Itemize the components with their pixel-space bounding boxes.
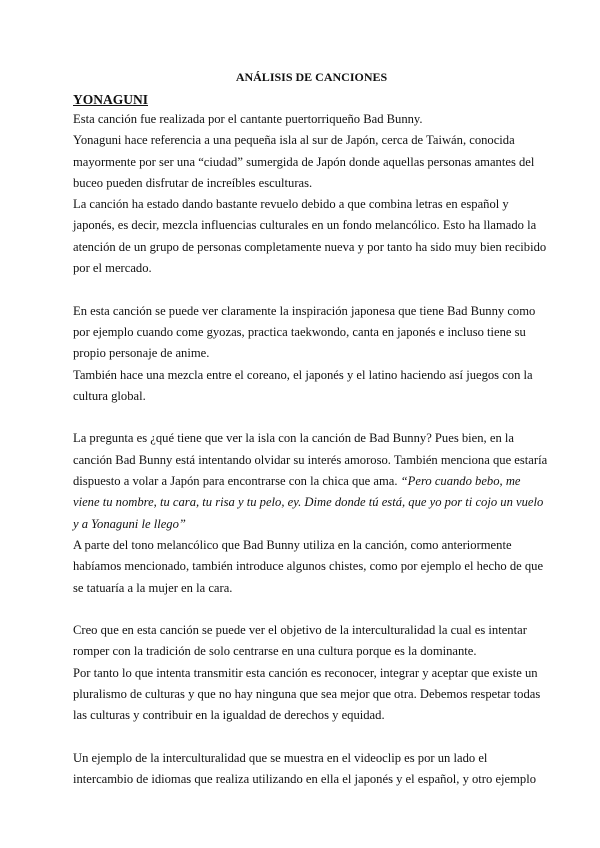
paragraph-gap — [73, 279, 550, 300]
lyrics-quote: “Pero cuando bebo, me viene tu nombre, tu cara, tu risa y tu pelo, ey. Dime donde tú está, que yo por ti cojo un vuelo y a Yonaguni le llego” — [73, 474, 544, 531]
document-title: ANÁLISIS DE CANCIONES — [235, 70, 388, 84]
paragraph-gap — [73, 727, 550, 748]
paragraph-intro: Esta canción fue realizada por el cantante puertorriqueño Bad Bunny. — [73, 112, 423, 126]
paragraph-interculturality: Creo que en esta canción se puede ver el objetivo de la interculturalidad la cual es intentar romper con la tradición de solo centrarse en una cultura porque es la dominante. — [73, 623, 527, 659]
song-title: YONAGUNI — [73, 92, 149, 107]
paragraph-yonaguni-island: Yonaguni hace referencia a una pequeña isla al sur de Japón, cerca de Taiwán, conocida mayormente por ser una “ciudad” sumergida de Japón donde aquellas personas amantes del buceo pueden disfrutar de increíbles esculturas. — [73, 133, 535, 190]
paragraph-videoclip-example: Un ejemplo de la interculturalidad que se muestra en el videoclip es por un lado el intercambio de idiomas que realiza utilizando en ella el japonés y el español, y otro ejemplo — [73, 750, 537, 787]
paragraph-tone: A parte del tono melancólico que Bad Bunny utiliza en la canción, como anteriormente habíamos mencionado, también introduce algunos chistes, como por ejemplo el hecho de que se tatuaría a la mujer en la cara. — [73, 537, 544, 595]
paragraph-song-reception: La canción ha estado dando bastante revuelo debido a que combina letras en español y japonés, es decir, mezcla influencias culturales en un fondo melancólico. Esto ha llamado la atención de un grupo de personas completamente nueva y por tanto ha sido muy bien recibido por el mercado. — [73, 197, 547, 276]
paragraph-question-text: La pregunta es ¿qué tiene que ver la isla con la canción de Bad Bunny? Pues bien, en la canción Bad Bunny está intentando olvidar su interés amoroso. También menciona que estaría dispuesto a volar a Japón para encontrarse con la chica que ama. — [73, 431, 548, 489]
paragraph-cultural-mix: También hace una mezcla entre el coreano, el japonés y el latino haciendo así juegos con la cultura global. — [73, 367, 533, 403]
paragraph-question — [73, 428, 550, 534]
paragraph-gap — [73, 599, 550, 620]
paragraph-pluralism: Por tanto lo que intenta transmitir esta canción es reconocer, integrar y aceptar que existe un pluralismo de culturas y que no hay ninguna que sea mejor que otra. Debemos respetar todas las culturas y contribuir en la igualdad de derechos y equidad. — [73, 665, 541, 723]
paragraph-japanese-inspiration: En esta canción se puede ver claramente la inspiración japonesa que tiene Bad Bunny como por ejemplo cuando come gyozas, practica taekwondo, canta en japonés e incluso tiene su propio personaje de anime. — [73, 303, 536, 361]
paragraph-gap — [73, 407, 550, 428]
